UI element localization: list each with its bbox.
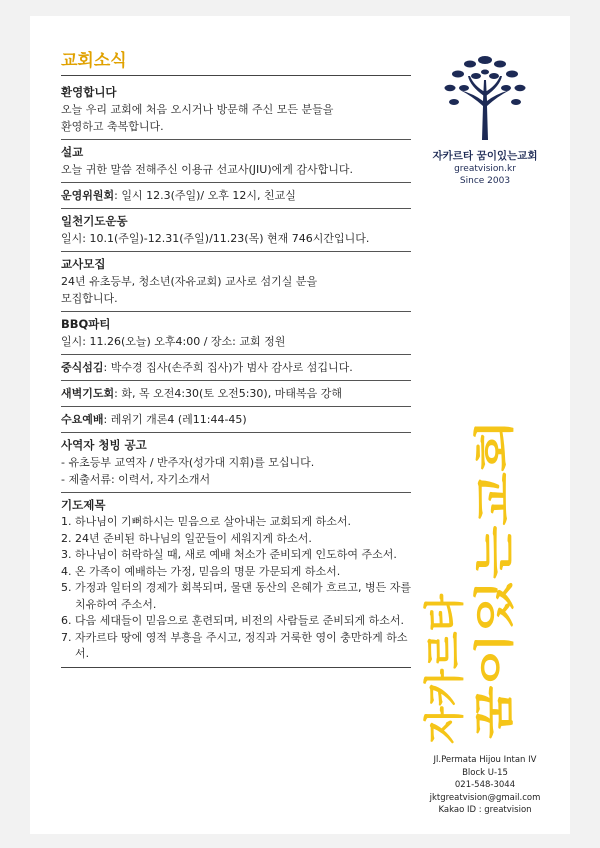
section-line: 오늘 귀한 말씀 전해주신 이용규 선교사(JIU)에게 감사합니다. xyxy=(61,163,353,176)
prayer-number: 2. xyxy=(61,531,72,545)
section-text: : 일시 12.3(주일)/ 오후 12시, 친교실 xyxy=(114,189,296,202)
section-inline xyxy=(61,385,411,402)
section-heading: 설교 xyxy=(61,145,84,159)
logo-block xyxy=(420,46,550,187)
prayer-item xyxy=(61,547,411,564)
news-section xyxy=(61,312,411,355)
news-section xyxy=(61,80,411,140)
church-name: 자카르타 꿈이있는교회 xyxy=(432,150,538,162)
news-section xyxy=(61,252,411,312)
address-line: Jl.Permata Hijou Intan IV xyxy=(433,755,537,765)
section-line: 일시: 11.26(오늘) 오후4:00 / 장소: 교회 정원 xyxy=(61,335,286,348)
prayer-text: 24년 준비된 하나님의 일꾼들이 세워지게 하소서. xyxy=(75,531,312,545)
section-label: 운영위원회 xyxy=(61,189,115,202)
news-column xyxy=(61,46,411,668)
address-line: jktgreatvision@gmail.com xyxy=(429,792,541,803)
prayer-section xyxy=(61,493,411,668)
section-text: : 박수경 집사(손주희 집사)가 범사 감사로 섬깁니다. xyxy=(103,361,353,374)
vertical-title-line1: 자카르타 xyxy=(422,589,468,744)
prayer-item xyxy=(61,580,411,613)
church-since: Since 2003 xyxy=(459,176,511,186)
section-inline xyxy=(61,359,411,376)
section-inline xyxy=(61,411,411,428)
address-block xyxy=(415,754,555,817)
section-label: 중식섬김 xyxy=(61,361,104,374)
prayer-text: 가정과 일터의 경제가 회복되며, 물댄 동산의 은혜가 흐르고, 병든 자를 치유하여 주소서. xyxy=(75,581,411,611)
news-sections xyxy=(61,80,411,493)
prayer-item xyxy=(61,630,411,663)
news-section xyxy=(61,433,411,493)
prayer-text: 다음 세대들이 믿음으로 훈련되며, 비전의 사람들로 준비되게 하소서. xyxy=(75,614,404,627)
address-line: Kakao ID : greatvision xyxy=(438,805,532,815)
section-line: 모집합니다. xyxy=(61,292,118,305)
prayer-text: 하나님이 허락하실 때, 새로 예배 처소가 준비되게 인도하여 주소서. xyxy=(75,548,397,561)
prayer-text: 자카르타 땅에 영적 부흥을 주시고, 정직과 거룩한 영이 충만하게 하소서. xyxy=(75,630,408,660)
news-section xyxy=(61,355,411,381)
prayer-item xyxy=(61,531,411,548)
church-site: greatvision.kr xyxy=(454,164,516,174)
section-heading: 환영합니다 xyxy=(61,85,117,99)
vertical-church-title xyxy=(422,414,538,744)
prayer-number: 7. xyxy=(61,630,72,644)
prayer-number: 6. xyxy=(61,614,72,627)
vertical-title-line2: 꿈이있는교회 xyxy=(472,507,518,739)
section-heading: 일천기도운동 xyxy=(61,214,128,228)
section-text: : 레위기 개론4 (레11:44-45) xyxy=(103,413,247,426)
tree-icon xyxy=(430,46,540,142)
section-heading: 교사모집 xyxy=(61,257,106,271)
section-line: 환영하고 축복합니다. xyxy=(61,120,164,133)
section-line: - 제출서류: 이력서, 자기소개서 xyxy=(61,473,211,486)
section-line: 24년 유초등부, 청소년(자유교회) 교사로 섬기실 분을 xyxy=(61,275,318,288)
prayer-text: 하나님이 기뻐하시는 믿음으로 살아내는 교회되게 하소서. xyxy=(75,515,352,528)
section-line: 일시: 10.1(주일)-12.31(주일)/11.23(목) 현재 746시간입니다. xyxy=(61,232,370,245)
prayer-item xyxy=(61,613,411,630)
prayer-list xyxy=(61,514,411,663)
section-heading: BBQ파티 xyxy=(61,317,111,331)
section-text: : 화, 목 오전4:30(토 오전5:30), 마태복음 강해 xyxy=(114,387,342,400)
section-line: - 유초등부 교역자 / 반주자(성가대 지휘)를 모십니다. xyxy=(61,456,315,469)
address-line: Block U-15 xyxy=(462,767,508,778)
prayer-number: 5. xyxy=(61,581,72,594)
section-inline xyxy=(61,187,411,204)
news-section xyxy=(61,209,411,252)
section-heading: 사역자 청빙 공고 xyxy=(61,438,147,452)
news-section xyxy=(61,183,411,209)
prayer-number: 4. xyxy=(61,564,72,578)
prayer-number: 1. xyxy=(61,515,72,528)
prayer-item xyxy=(61,564,411,581)
news-section xyxy=(61,407,411,433)
news-section xyxy=(61,381,411,407)
section-line: 오늘 우리 교회에 처음 오시거나 방문해 주신 모든 분들을 xyxy=(61,103,334,116)
section-label: 수요예배 xyxy=(61,413,104,426)
bulletin-page xyxy=(30,16,570,834)
page-title: 교회소식 xyxy=(61,46,411,76)
prayer-heading: 기도제목 xyxy=(61,498,106,512)
prayer-text: 온 가족이 예배하는 가정, 믿음의 명문 가문되게 하소서. xyxy=(75,564,341,578)
section-label: 새벽기도회 xyxy=(61,387,115,400)
prayer-number: 3. xyxy=(61,548,72,561)
address-line: 021-548-3044 xyxy=(454,780,516,790)
prayer-item xyxy=(61,514,411,531)
news-section xyxy=(61,140,411,183)
